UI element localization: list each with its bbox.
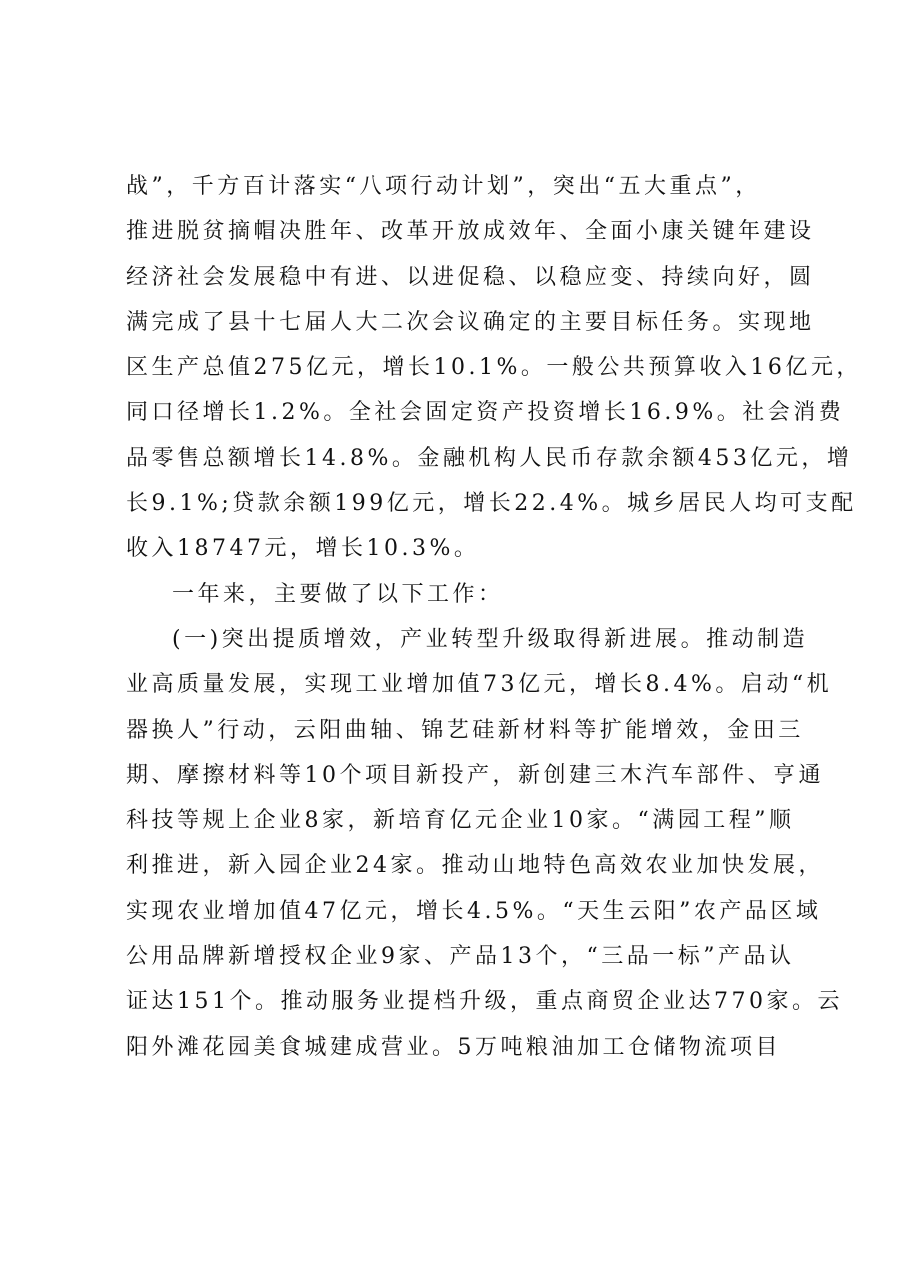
text-line: 期、摩擦材料等10个项目新投产，新创建三木汽车部件、亨通 [126, 762, 824, 788]
text-line: 长9.1%;贷款余额199亿元，增长22.4%。城乡居民人均可支配 [126, 491, 857, 517]
text-line: 区生产总值275亿元，增长10.1%。一般公共预算收入16亿元， [126, 355, 862, 381]
text-line: 阳外滩花园美食城建成营业。5万吨粮油加工仓储物流项目 [126, 1034, 781, 1060]
paragraph-start-line: (一)突出提质增效，产业转型升级取得新进展。推动制造 [172, 626, 809, 652]
text-line: 战”，千方百计落实“八项行动计划”，突出“五大重点”， [126, 174, 761, 199]
text-line: 满完成了县十七届人大二次会议确定的主要目标任务。实现地 [126, 309, 815, 335]
text-line: 实现农业增加值47亿元，增长4.5%。“天生云阳”农产品区域 [126, 898, 822, 924]
text-line: 同口径增长1.2%。全社会固定资产投资增长16.9%。社会消费 [126, 400, 845, 426]
body-text [126, 164, 862, 1070]
text-line: 收入18747元，增长10.3%。 [126, 536, 480, 562]
text-line: 公用品牌新增授权企业9家、产品13个，“三品一标”产品认 [126, 944, 795, 970]
text-line: 利推进，新入园企业24家。推动山地特色高效农业加快发展， [126, 853, 824, 879]
text-line: 经济社会发展稳中有进、以进促稳、以稳应变、持续向好，圆 [126, 264, 815, 290]
text-line: 证达151个。推动服务业提档升级，重点商贸企业达770家。云 [126, 989, 843, 1015]
text-line: 推进脱贫摘帽决胜年、改革开放成效年、全面小康关键年建设 [126, 219, 815, 245]
text-line: 器换人”行动，云阳曲轴、锦艺硅新材料等扩能增效，金田三 [126, 717, 804, 743]
text-line: 品零售总额增长14.8%。金融机构人民币存款余额453亿元，增 [126, 445, 853, 471]
text-line: 科技等规上企业8家，新培育亿元企业10家。“满园工程”顺 [126, 808, 795, 834]
text-line: 业高质量发展，实现工业增加值73亿元，增长8.4%。启动“机 [126, 672, 833, 698]
paragraph-start-line: 一年来，主要做了以下工作： [172, 581, 504, 607]
